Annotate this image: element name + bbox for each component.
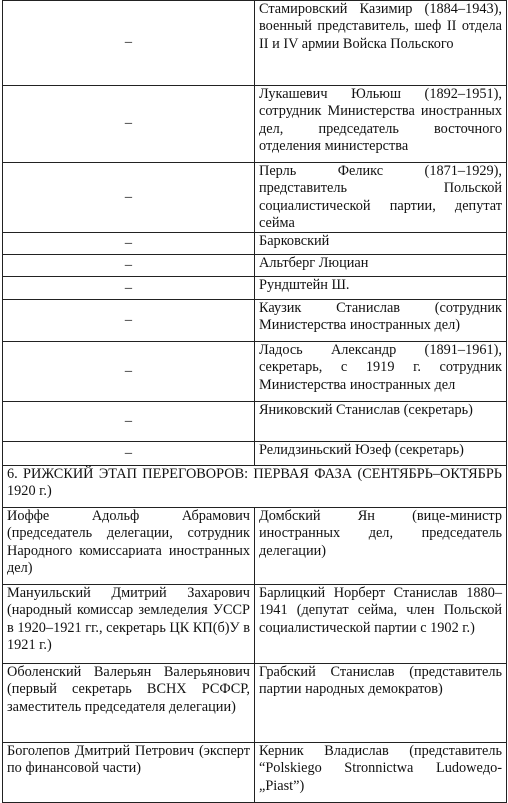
polish-delegate-cell: Перль Феликс (1871–1929), представитель Польской социалистической партии, депутат сейма	[255, 163, 507, 233]
polish-delegate-cell: Барлицкий Норберт Станислав 1880–1941 (депутат сейма, член Польской социалистической партии с 1902 г.)	[255, 585, 507, 664]
polish-delegate-cell: Яниковский Станислав (секретарь)	[255, 402, 507, 442]
soviet-delegate-cell: Иоффе Адольф Абрамович (председатель делегации, сотрудник Народного комиссариата иностранных дел)	[3, 508, 255, 585]
table-row	[3, 300, 507, 342]
section-heading-row	[3, 466, 507, 508]
table-row	[3, 664, 507, 743]
empty-cell-dash: –	[3, 402, 255, 442]
table-row	[3, 743, 507, 803]
table-row	[3, 342, 507, 402]
table-row	[3, 585, 507, 664]
polish-delegate-cell: Стамировский Казимир (1884–1943), военный представитель, шеф II отдела II и IV армии Войска Польского	[255, 1, 507, 86]
polish-delegate-cell: Каузик Станислав (сотрудник Министерства иностранных дел)	[255, 300, 507, 342]
table-row	[3, 86, 507, 163]
empty-cell-dash: –	[3, 342, 255, 402]
table-row	[3, 163, 507, 233]
empty-cell-dash: –	[3, 163, 255, 233]
polish-delegate-cell: Грабский Станислав (представитель партии народных демократов)	[255, 664, 507, 743]
polish-delegate-cell: Лукашевич Юльюш (1892–1951), сотрудник Министерства иностранных дел, председатель восточного отделения министерства	[255, 86, 507, 163]
polish-delegate-cell: Домбский Ян (вице-министр иностранных дел, председатель делегации)	[255, 508, 507, 585]
polish-delegate-cell: Рундштейн Ш.	[255, 277, 507, 300]
soviet-delegate-cell: Боголепов Дмитрий Петрович (эксперт по финансовой части)	[3, 743, 255, 803]
table-row	[3, 508, 507, 585]
table-row	[3, 277, 507, 300]
empty-cell-dash: –	[3, 442, 255, 466]
delegation-table	[2, 0, 507, 803]
empty-cell-dash: –	[3, 1, 255, 86]
soviet-delegate-cell: Оболенский Валерьян Валерьянович (первый секретарь ВСНХ РСФСР, заместитель председателя делегации)	[3, 664, 255, 743]
empty-cell-dash: –	[3, 300, 255, 342]
polish-delegate-cell: Альтберг Люциан	[255, 255, 507, 277]
table-row	[3, 255, 507, 277]
polish-delegate-cell: Релидзиньский Юзеф (секретарь)	[255, 442, 507, 466]
polish-delegate-cell: Барковский	[255, 233, 507, 255]
empty-cell-dash: –	[3, 233, 255, 255]
table-row	[3, 442, 507, 466]
empty-cell-dash: –	[3, 255, 255, 277]
empty-cell-dash: –	[3, 277, 255, 300]
table-row	[3, 402, 507, 442]
soviet-delegate-cell: Мануильский Дмитрий Захарович (народный комиссар земледелия УССР в 1920–1921 гг., секретарь ЦК КП(б)У в 1921 г.)	[3, 585, 255, 664]
section-heading: 6. РИЖСКИЙ ЭТАП ПЕРЕГОВОРОВ: ПЕРВАЯ ФАЗА (СЕНТЯБРЬ–ОКТЯБРЬ 1920 г.)	[3, 466, 507, 508]
polish-delegate-cell: Ладось Александр (1891–1961), секретарь, с 1919 г. сотрудник Министерства иностранных дел	[255, 342, 507, 402]
polish-delegate-cell: Керник Владислав (представитель “Polskiego Stronnictwa Ludoweдо-„Piast”)	[255, 743, 507, 803]
table-row	[3, 1, 507, 86]
table-row	[3, 233, 507, 255]
empty-cell-dash: –	[3, 86, 255, 163]
